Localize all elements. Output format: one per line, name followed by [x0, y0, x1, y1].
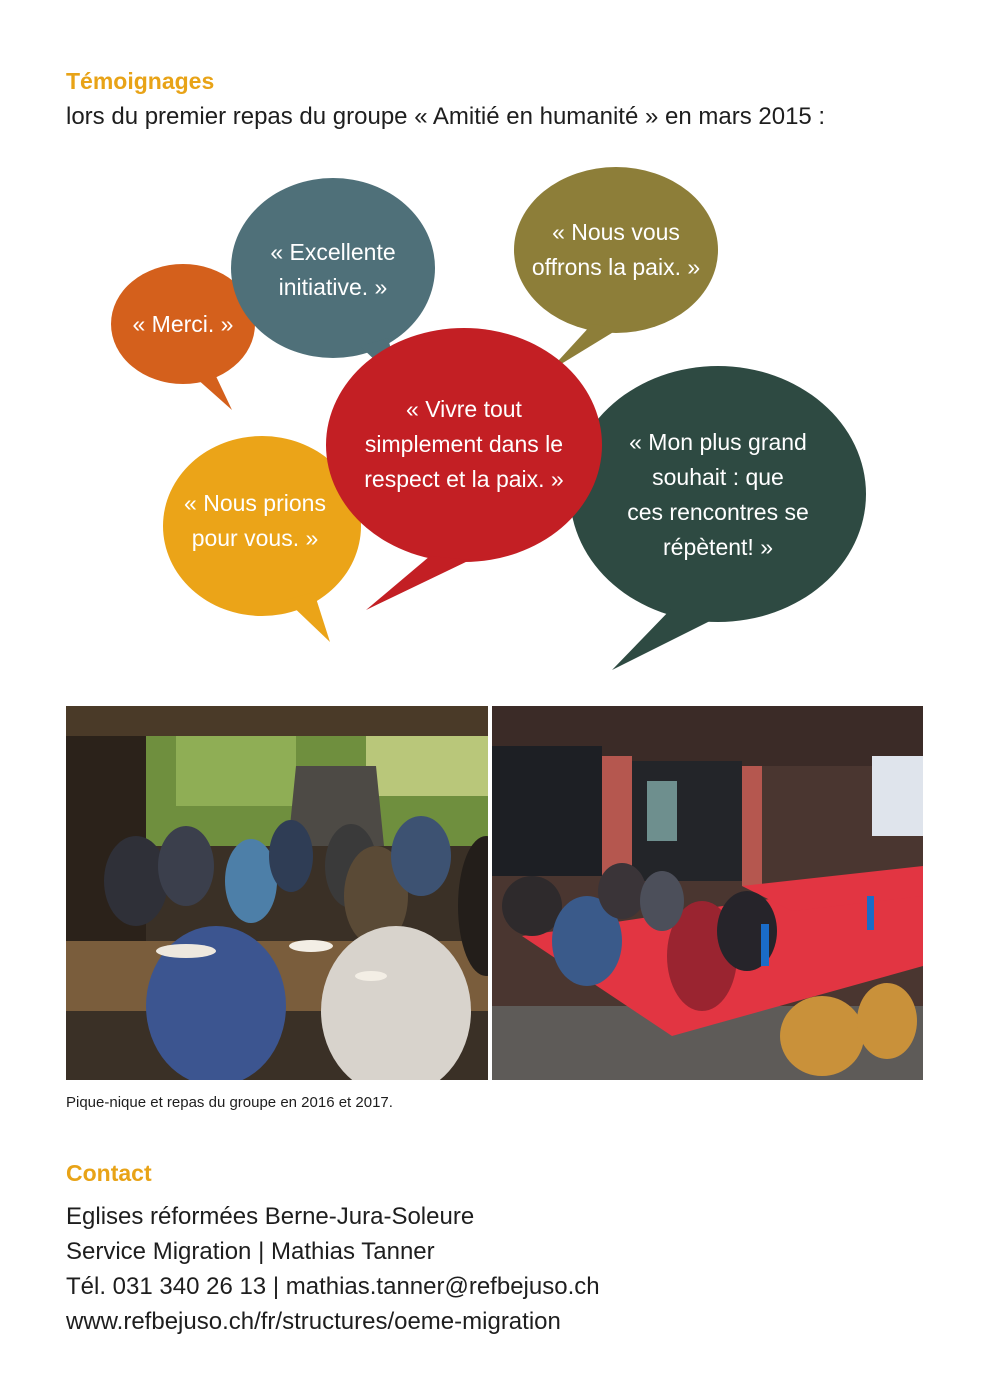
- contact-heading: Contact: [66, 1160, 152, 1186]
- quote-nous-prions: « Nous prions pour vous. »: [184, 490, 326, 551]
- dinner-hall-photo: [492, 706, 923, 1080]
- photo-caption: Pique-nique et repas du groupe en 2016 et 2017.: [66, 1094, 393, 1111]
- quote-vivre-tout: « Vivre tout simplement dans le respect et la paix. »: [364, 395, 564, 492]
- quote-excellente: « Excellente initiative. »: [270, 239, 396, 300]
- contact-organization: Eglises réformées Berne-Jura-Soleure: [66, 1203, 475, 1230]
- contact-website[interactable]: www.refbejuso.ch/fr/structures/oeme-migration: [66, 1308, 561, 1335]
- contact-phone-email[interactable]: Tél. 031 340 26 13 | mathias.tanner@refbejuso.ch: [66, 1273, 600, 1300]
- quote-merci: « Merci. »: [132, 310, 234, 337]
- testimonials-subtitle: lors du premier repas du groupe « Amitié en humanité » en mars 2015 :: [66, 103, 826, 130]
- quote-mon-plus-grand: « Mon plus grand souhait : que ces rencontres se répètent! »: [627, 429, 809, 560]
- quote-nous-vous: « Nous vous offrons la paix. »: [531, 219, 701, 280]
- testimonials-heading: Témoignages: [66, 68, 215, 94]
- picnic-photo: [66, 706, 488, 1080]
- contact-service: Service Migration | Mathias Tanner: [66, 1238, 435, 1265]
- speech-bubbles: [0, 150, 986, 690]
